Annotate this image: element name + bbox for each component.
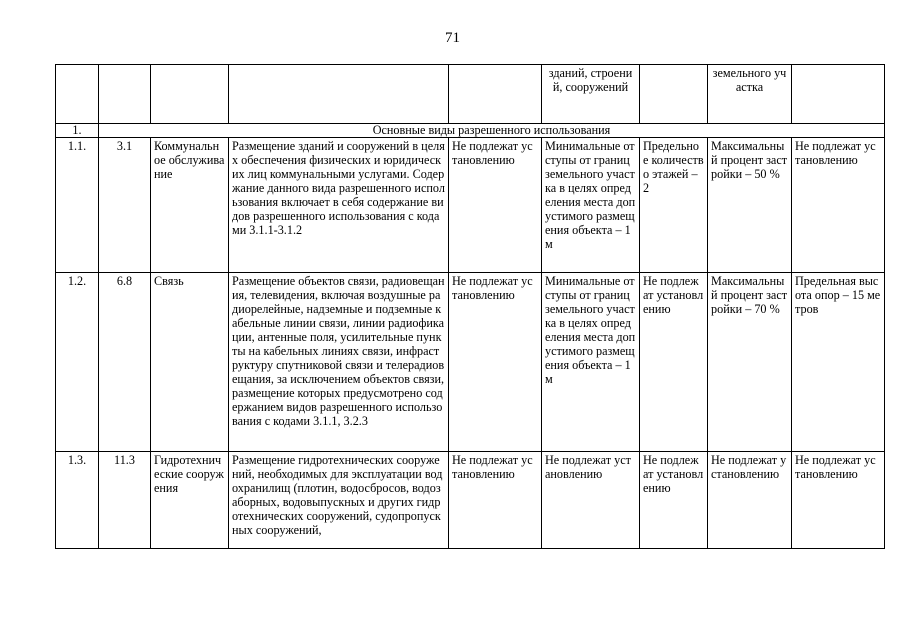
header-cell <box>449 65 542 124</box>
land-use-table <box>55 64 885 549</box>
row-name: Гидротехнические сооружения <box>151 452 229 549</box>
row-name: Связь <box>151 273 229 452</box>
row-code: 3.1 <box>99 138 151 273</box>
header-cell <box>56 65 99 124</box>
table-row <box>56 452 885 549</box>
section-number: 1. <box>56 124 99 138</box>
header-cell-buildings: зданий, строений, сооружений <box>542 65 640 124</box>
row-number: 1.1. <box>56 138 99 273</box>
header-cell <box>229 65 449 124</box>
row-floors: Предельное количество этажей – 2 <box>640 138 708 273</box>
page-number: 71 <box>445 30 460 46</box>
row-other: Не подлежат установлению <box>792 452 885 549</box>
row-coverage: Максимальный процент застройки – 70 % <box>708 273 792 452</box>
row-code: 11.3 <box>99 452 151 549</box>
header-cell <box>99 65 151 124</box>
row-name: Коммунальное обслуживание <box>151 138 229 273</box>
row-description: Размещение гидротехнических сооружений, необходимых для эксплуатации водохранилищ (плотин, водосбросов, водозаборных, водовыпускных и других гидротехнических сооружений, судопропускных сооружений, <box>229 452 449 549</box>
row-plot-size: Не подлежат установлению <box>449 452 542 549</box>
header-cell <box>151 65 229 124</box>
row-setbacks: Минимальные отступы от границ земельного участка в целях определения места допустимого размещения объекта – 1 м <box>542 138 640 273</box>
row-code: 6.8 <box>99 273 151 452</box>
table-header-row <box>56 65 885 124</box>
section-title: Основные виды разрешенного использования <box>99 124 885 138</box>
row-floors: Не подлежат установлению <box>640 273 708 452</box>
row-plot-size: Не подлежат установлению <box>449 273 542 452</box>
row-setbacks: Не подлежат установлению <box>542 452 640 549</box>
header-cell <box>792 65 885 124</box>
row-number: 1.2. <box>56 273 99 452</box>
section-row <box>56 124 885 138</box>
row-plot-size: Не подлежат установлению <box>449 138 542 273</box>
row-coverage: Не подлежат установлению <box>708 452 792 549</box>
row-description: Размещение объектов связи, радиовещания, телевидения, включая воздушные радиорелейные, надземные и подземные кабельные линии связи, линии радиофикации, антенные поля, усилительные пункты на кабельных линиях связи, инфраструктуру спутниковой связи и телерадиовещания, за исключением объектов связи, размещение которых предусмотрено содержанием видов разрешенного использования с кодами 3.1.1, 3.2.3 <box>229 273 449 452</box>
row-coverage: Максимальный процент застройки – 50 % <box>708 138 792 273</box>
row-other: Не подлежат установлению <box>792 138 885 273</box>
row-setbacks: Минимальные отступы от границ земельного участка в целях определения места допустимого размещения объекта – 1 м <box>542 273 640 452</box>
header-cell <box>640 65 708 124</box>
row-number: 1.3. <box>56 452 99 549</box>
table-row <box>56 273 885 452</box>
row-description: Размещение зданий и сооружений в целях обеспечения физических и юридических лиц коммунальными услугами. Содержание данного вида разрешенного использования включает в себя содержание видов разрешенного использования с кодами 3.1.1-3.1.2 <box>229 138 449 273</box>
row-floors: Не подлежат установлению <box>640 452 708 549</box>
header-cell-land-plot: земельного участка <box>708 65 792 124</box>
row-other: Предельная высота опор – 15 метров <box>792 273 885 452</box>
table-row <box>56 138 885 273</box>
